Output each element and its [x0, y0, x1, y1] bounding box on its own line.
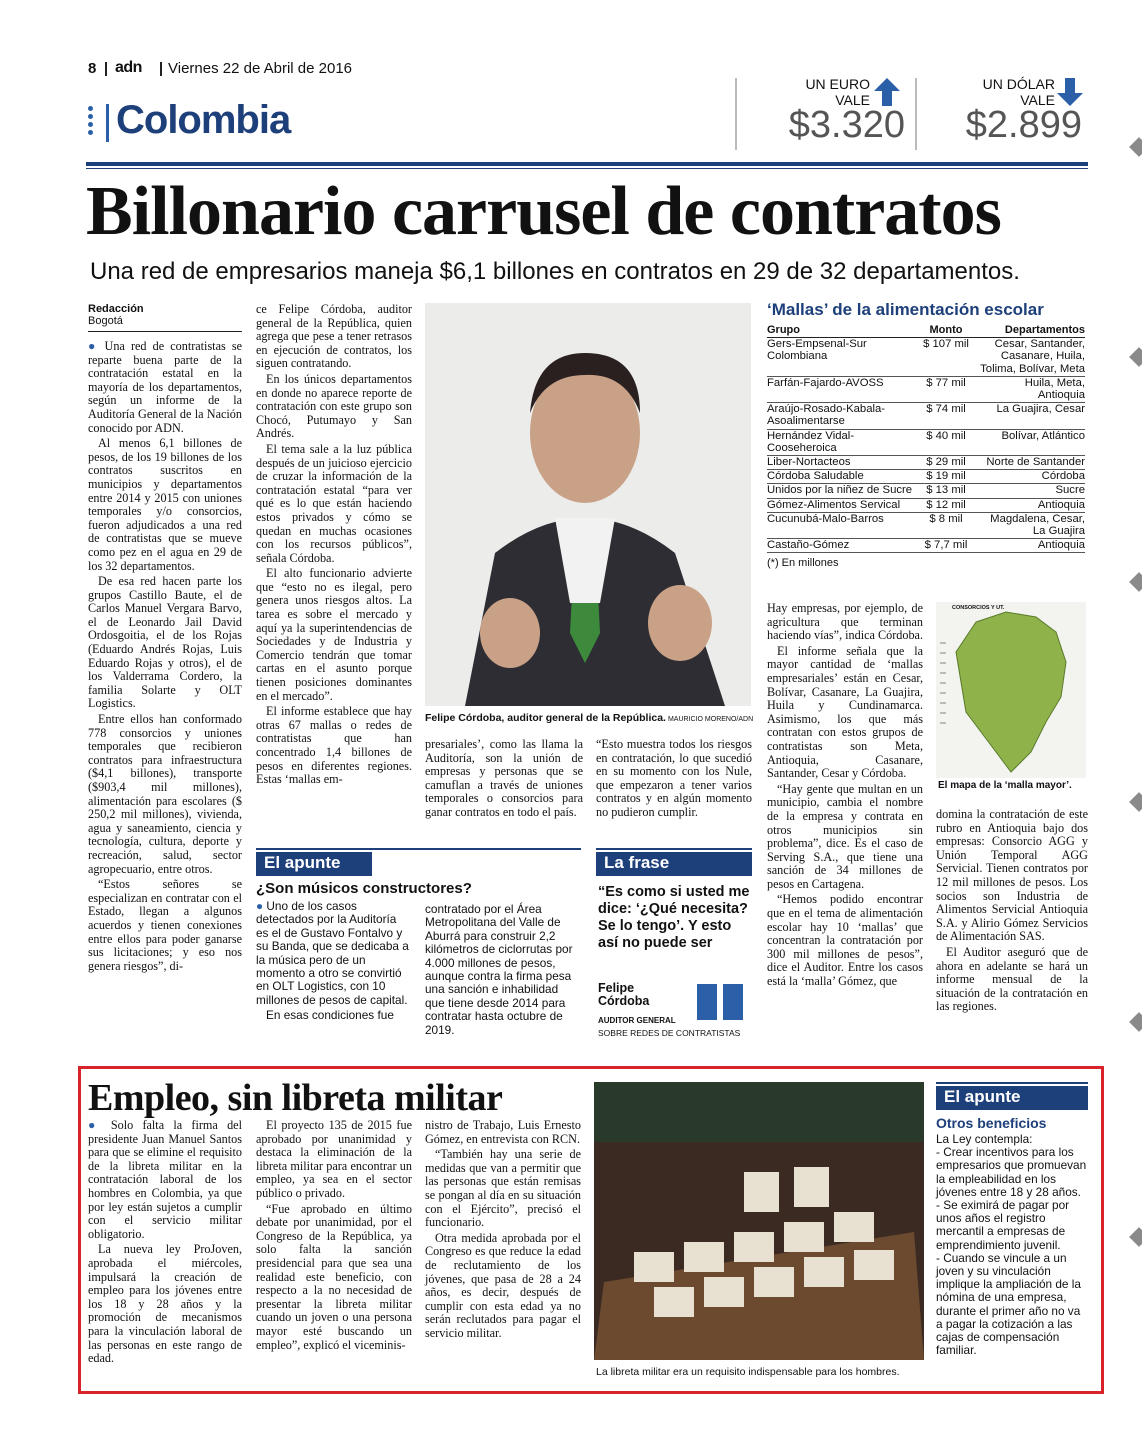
- brand-logo: adn: [115, 59, 142, 76]
- section-bar: [106, 104, 109, 142]
- table-row: Liber-Nortacteos $ 29 mil Norte de Santander: [767, 456, 1085, 469]
- empleo-column-2: El proyecto 135 de 2015 fue aprobado por unanimidad y destaca la eliminación de la libreta militar para encontrar un empleo, ya sea en el sector público o privado. “Fue aprobado en último debate por unanimidad, por el Congreso de la República, ya solo falta la sanción presidencial para que sea una realidad este beneficio, con respecto a la no necesidad de presentar la libreta militar cuando un joven o una persona mayor esté buscando un empleo”, explicó el viceminis-: [256, 1118, 412, 1352]
- empleo-column-3: nistro de Trabajo, Luis Ernesto Gómez, en entrevista con RCN. “También hay una serie de medidas que van a permitir que las personas que están remisas se pongan al día en su situación con el Ejército”, precisó el funcionario. Otra medida aprobada por el Congreso es que reduce la edad de reclutamiento de los jóvenes, que pasa de 28 a 24 años, es decir, después de cumplir con esta edad ya no serán reclutados para pagar el servicio militar.: [425, 1118, 581, 1340]
- map-caption: El mapa de la ‘malla mayor’.: [938, 780, 1072, 791]
- article-column-4: [596, 738, 752, 822]
- frase-rule: [596, 848, 752, 850]
- auditor-photo: [425, 303, 751, 706]
- article-column-5: [767, 602, 923, 991]
- paragraph: El tema sale a la luz pública después de un juicioso ejercicio de cruzar la información de la contratación estatal “para ver qué es lo que están haciendo estos privados y cómo se quedan en muchas ocasiones con los recursos públicos”, señala Córdoba.: [256, 441, 412, 565]
- issue-date: Viernes 22 de Abril de 2016: [168, 60, 353, 77]
- paragraph: ce Felipe Córdoba, auditor general de la República, quien agrega que pese a tener retrasos en ejecución de contratos, los siguen contratando.: [256, 302, 412, 371]
- apunte-title: ¿Son músicos constructores?: [256, 880, 472, 897]
- column-header: Grupo: [767, 324, 913, 338]
- table-row: Gómez-Alimentos Servical $ 12 mil Antioquia: [767, 498, 1085, 511]
- euro-value: $3.320: [788, 104, 905, 146]
- dolar-label: UN DÓLAR VALE: [982, 76, 1055, 108]
- table-row: Cucunubá-Malo-Barros $ 8 mil Magdalena, Cesar, La Guajira: [767, 512, 1085, 538]
- frase-about: SOBRE REDES DE CONTRATISTAS: [598, 1028, 741, 1038]
- main-subhead: Una red de empresarios maneja $6,1 billones en contratos en 29 de 32 departamentos.: [90, 258, 1020, 285]
- article-column-1: [88, 340, 242, 975]
- paragraph: “Esto muestra todos los riesgos en contratación, lo que sucedió en su momento con los Nule, que empezaron a tener varios contratos y en algún momento no pudieron cumplir.: [596, 737, 752, 819]
- apunte2-tag: El apunte: [936, 1086, 1088, 1110]
- photo-caption: Felipe Córdoba, auditor general de la República. MAURICIO MORENO/ADN: [425, 712, 754, 724]
- paragraph: En los únicos departamentos en donde no aparece reporte de contratación con este grupo son Chocó, Putumayo y San Andrés.: [256, 371, 412, 441]
- frase-quote: “Es como si usted me dice: ‘¿Qué necesita? Se lo tengo’. Y esto así no puede ser: [598, 884, 750, 951]
- list-item: - Cuando se vincule a un joven y su vinculación implique la ampliación de la nómina de una empresa, durante el primer año no va a pagar la cotización a las cajas de compensación familiar.: [936, 1250, 1081, 1358]
- scan-mark-icon: [1129, 572, 1142, 592]
- frase-author: Felipe Córdoba: [598, 981, 650, 1008]
- table-row: Córdoba Saludable $ 19 mil Córdoba: [767, 470, 1085, 483]
- article-column-2: [256, 303, 412, 789]
- apunte2-title: Otros beneficios: [936, 1115, 1047, 1131]
- frase-role: AUDITOR GENERAL: [598, 1016, 676, 1025]
- frase-tag: La frase: [596, 852, 752, 876]
- mallas-table: [767, 324, 1085, 569]
- list-item: - Se eximirá de pagar por unos años el registro mercantil a empresas de emprendimiento juvenil.: [936, 1198, 1070, 1252]
- apunte-rule: [256, 848, 581, 850]
- list-item: - Crear incentivos para los empresarios que promuevan la empleabilidad en los jóvenes entre 18 y 28 años.: [936, 1145, 1087, 1199]
- arrow-up-icon: [874, 78, 900, 106]
- table-row: Farfán-Fajardo-AVOSS $ 77 mil Huila, Meta, Antioquia: [767, 376, 1085, 402]
- apunte2-body: La Ley contempla: - Crear incentivos para los empresarios que promuevan la empleabilidad en los jóvenes entre 18 y 28 años. - Se eximirá de pagar por unos años el registro mercantil a empresas de emprendimiento juvenil. - Cuando se vincule a un joven y su vinculación implique la ampliación de la nómina de una empresa, durante el primer año no va a pagar la cotización a las cajas de compensación familiar.: [936, 1133, 1089, 1357]
- empleo-headline: Empleo, sin libreta militar: [88, 1077, 503, 1119]
- table-row: Araújo-Rosado-Kabala-Asoalimentarse $ 74 mil La Guajira, Cesar: [767, 403, 1085, 428]
- byline: Redacción Bogotá: [88, 303, 144, 327]
- libreta-caption: La libreta militar era un requisito indispensable para los hombres.: [596, 1366, 900, 1378]
- scan-mark-icon: [1129, 347, 1142, 367]
- paragraph: Entre ellos han conformado 778 consorcios y uniones temporales que recibieron contratos para infraestructura ($4,1 billones), transporte ($903,4 mil millones), alimentación para escolares ($ 250,2 mil millones), vivienda, agua y saneamiento, ciencia y tecnología, cultura, deporte y recreación, salud, sector agropecuario, entre otros.: [88, 712, 242, 876]
- scan-mark-icon: [1129, 792, 1142, 812]
- section-title: Colombia: [116, 98, 291, 142]
- article-column-3: [425, 738, 583, 822]
- table-title: ‘Mallas’ de la alimentación escolar: [767, 300, 1044, 319]
- empleo-column-1: ● Solo falta la firma del presidente Juan Manuel Santos para que se elimine el requisito de la libreta militar en la contratación laboral de los hombres en Colombia, ya que por ley están sujetos a cumplir con el servicio militar obligatorio. La nueva ley ProJoven, aprobada el miércoles, impulsará la creación de empleo para los jóvenes entre los 18 y 28 años y la promoción de mecanismos para la vinculación laboral de las personas en este rango de edad.: [88, 1119, 242, 1368]
- dolar-value: $2.899: [965, 104, 1082, 146]
- apunte-column-2: contratado por el Área Metropolitana del Valle de Aburrá para construir 2,2 kilómetros de ciclorrutas por 4.000 millones de pesos, aunque contra la firma pesa una sanción e inhabilidad que tiene desde 2014 para contratar hasta octubre de 2019.: [425, 902, 573, 1037]
- euro-label: UN EURO VALE: [805, 76, 870, 108]
- paragraph: “Hay gente que multan en un municipio, cambia el nombre de la empresa y contrata en otros municipios sin problema”, dice. Es el caso de Serving S.A., que tiene una sanción de 34 millones de pesos en Cartagena.: [767, 781, 923, 891]
- paragraph: ● Una red de contratistas se reparte buena parte de la contratación estatal en la mayoría de los departamentos, según un informe de la Auditoría General de la Nación conocido por ADN.: [88, 340, 242, 435]
- paragraph: El informe señala que la mayor cantidad de ‘mallas empresariales’ están en Cesar, Bolívar, Casanare, La Guajira, Huila y Cundinamarca. Asimismo, los que más contratan con estos grupos de contratistas son Meta, Antioquia, Casanare, Santander, Cesar y Córdoba.: [767, 643, 923, 781]
- table-row: Gers-Empsenal-Sur Colombiana $ 107 mil Cesar, Santander, Casanare, Huila, Tolima, Bolívar, Meta: [767, 338, 1085, 375]
- divider: [105, 62, 107, 76]
- paragraph: “Estos señores se especializan en contratar con el Estado, llegan a algunos acuerdos y tienen conexiones entre ellos para poder ganarse sus licitaciones; y eso nos genera riesgos”, di-: [88, 877, 242, 973]
- table-row: Hernández Vidal-Cooseheroica $ 40 mil Bolívar, Atlántico: [767, 429, 1085, 454]
- paragraph: domina la contratación de este rubro en Antioquia bajo dos empresas: Consorcio AGG y Unión Temporal AGG Servicial. Tienen contratos por 12 mil millones de pesos. Los socios son Industria de Alimentos Servicial Antioquia S.A. y Alirio Gómez Servicios de Alimentación SAS.: [936, 807, 1088, 944]
- libreta-photo: [594, 1082, 924, 1360]
- table-note: (*) En millones: [767, 557, 839, 570]
- section-dots-icon: [88, 106, 96, 140]
- quote-marks-icon: [695, 982, 747, 1022]
- page-number: 8: [88, 60, 97, 77]
- apunte2-rule: [936, 1082, 1088, 1084]
- map-shape-icon: [936, 602, 1086, 778]
- divider: [735, 78, 737, 150]
- scan-mark-icon: [1129, 1012, 1142, 1032]
- paragraph: De esa red hacen parte los grupos Castillo Baute, el de Carlos Manuel Vergara Barvo, el de Leonardo Jail David Ordosgoitia, el de los Rojas (Eduardo Andrés Rojas, Luis Eduardo Rojas y otros), el de los Valderrama Cordero, la familia Solarte y OLT Logistics.: [88, 574, 242, 711]
- table-row: Castaño-Gómez $ 7,7 mil Antioquia: [767, 539, 1085, 552]
- paragraph: El informe establece que hay otras 67 mallas o redes de contratistas que han concentrado 1,4 billones de pesos en diferentes regiones. Estas ‘mallas em-: [256, 704, 412, 787]
- scan-mark-icon: [1129, 1227, 1142, 1247]
- column-header: Departamentos: [979, 324, 1085, 338]
- column-header: Monto: [913, 324, 979, 338]
- map-legend: CONSORCIOS Y UT.: [952, 605, 1005, 611]
- paragraph: Hay empresas, por ejemplo, de agricultura que terminan haciendo vías”, indica Córdoba.: [767, 601, 924, 643]
- paragraph: Al menos 6,1 billones de pesos, de los 19 billones de los contratos suscritos en municipios y departamentos entre 2014 y 2015 con uniones temporales y/o consorcios, fueron adjudicados a una red de contratistas que se mueve como pez en el agua en 29 de los 32 departamentos.: [88, 436, 242, 573]
- apunte-column-1: ● Uno de los casos detectados por la Auditoría es el de Gustavo Fontalvo y su Banda, que se dedicaba a la música pero de un momento a otro se convirtió en OLT Logistics, con 10 millones de pesos de capital. En esas condiciones fue: [256, 900, 410, 1025]
- table-row: Unidos por la niñez de Sucre $ 13 mil Sucre: [767, 484, 1085, 497]
- paragraph: El Auditor aseguró que de ahora en adelante se hará un informe mensual de la situación de la contratación en las regiones.: [936, 944, 1088, 1014]
- byline-rule: [88, 331, 242, 332]
- arrow-down-icon: [1057, 78, 1083, 106]
- divider: [160, 62, 162, 76]
- scan-mark-icon: [1129, 137, 1142, 157]
- paragraph: El alto funcionario advierte que “esto no es ilegal, pero genera unos riesgos altos. La tarea es sobre el mercado y aquí ya la superintendencias de Sociedades y de Industria y Comercio tendrán que tomar cartas en el asunto porque tienen posiciones dominantes en el mercado”.: [256, 566, 412, 703]
- colombia-map: [936, 602, 1086, 778]
- paragraph: presariales’, como las llama la Auditoría, son la unión de empresas y personas que se camuflan a través de uniones temporales o consorcios para ganar contratos en todo el país.: [425, 737, 583, 819]
- header-rule-thin: [86, 168, 1088, 169]
- paragraph: “Hemos podido encontrar que en el tema de alimentación escolar hay 10 ‘mallas’ que concentran la contratación por 300 mil millones de pesos”, dice el Auditor. Entre los casos está la ‘malla’ Gómez, que: [767, 892, 923, 989]
- main-headline: Billonario carrusel de contratos: [86, 173, 1001, 250]
- header-rule: [86, 162, 1088, 166]
- table-header-row: [767, 324, 1085, 338]
- apunte-tag: El apunte: [256, 852, 372, 876]
- article-column-6: [936, 808, 1088, 1016]
- divider: [915, 78, 917, 150]
